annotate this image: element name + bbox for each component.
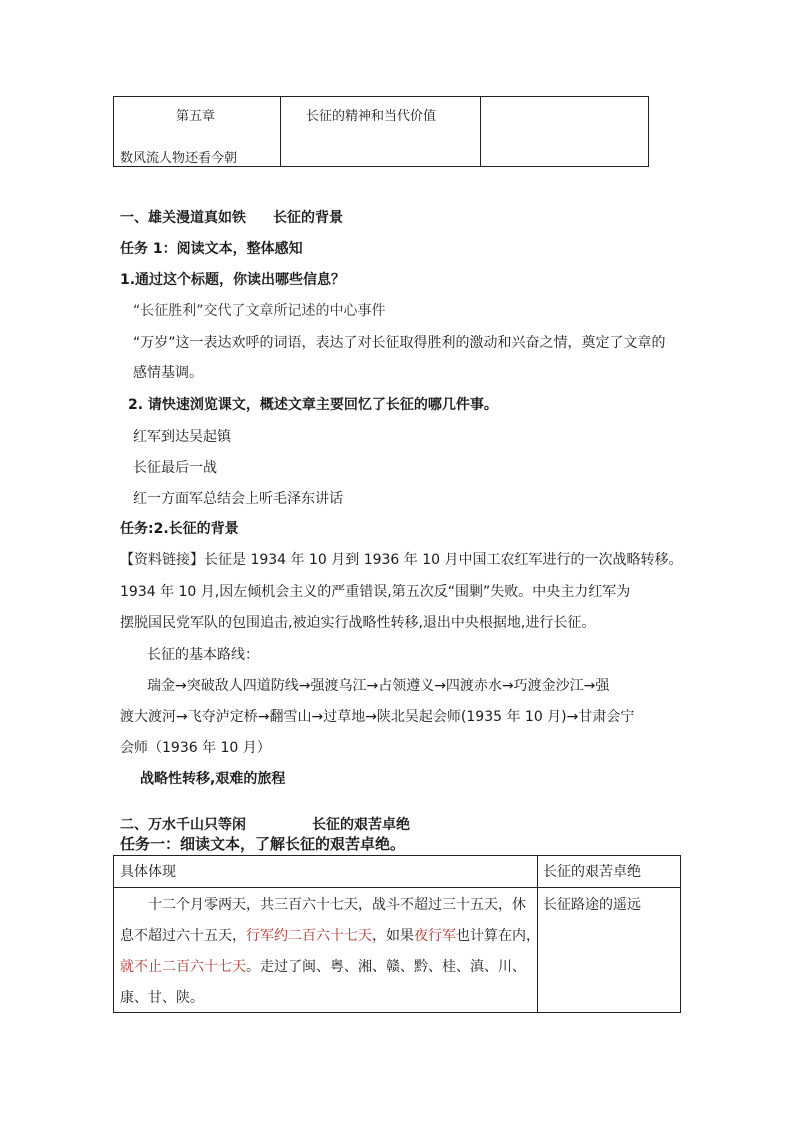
table-cell-line: 十二个月零两天，共三百六十七天，战斗不超过三十五天，休 (148, 897, 526, 913)
table-cell-line (120, 960, 526, 974)
chapter-title: 数风流人物还看今朝 (120, 151, 238, 166)
summary-text: 战略性转移,艰难的旅程 (140, 771, 286, 787)
event-item: 红军到达吴起镇 (133, 429, 231, 445)
chapter-number: 第五章 (176, 109, 216, 124)
resource-link-line2: 1934 年 10 月,因左倾机会主义的严重错误,第五次反“围剿”失败。中央主力红军为 (120, 584, 631, 600)
answer-1-line2: “万岁”这一表达欢呼的词语，表达了对长征取得胜利的激动和兴奋之情，奠定了文章的 (133, 335, 666, 351)
section2-task: 任务一：细读文本，了解长征的艰苦卓绝。 (120, 835, 406, 853)
task1-heading: 任务 1：阅读文本，整体感知 (120, 241, 303, 257)
cell-text: 也计算在内， (456, 928, 540, 944)
column-header: 长征的艰苦卓绝 (543, 864, 641, 880)
route-line1: 瑞金→突破敌人四道防线→强渡乌江→占领遵义→四渡赤水→巧渡金沙江→强 (147, 678, 610, 694)
header-table (113, 96, 649, 167)
section2-heading-b: 长征的艰苦卓绝 (312, 817, 410, 833)
cell-text: 息不超过六十五天， (120, 928, 246, 944)
resource-link-line3: 摆脱国民党军队的包围追击,被迫实行战略性转移,退出中央根据地,进行长征。 (120, 615, 596, 631)
highlighted-text: 就不止二百六十七天 (120, 959, 246, 975)
answer-1-line1: “长征胜利”交代了文章所记述的中心事件 (133, 303, 386, 319)
table-cell: 长征路途的遥远 (543, 897, 641, 913)
event-item: 长征最后一战 (133, 460, 217, 476)
table-divider (280, 97, 281, 166)
route-title: 长征的基本路线： (147, 647, 259, 663)
cell-text: ，如果 (372, 928, 414, 944)
lesson-title: 长征的精神和当代价值 (306, 109, 437, 124)
section1-heading-a: 一、雄关漫道真如铁 (120, 210, 246, 226)
question-1: 1.通过这个标题，你读出哪些信息？ (120, 272, 346, 288)
highlighted-text: 行军约二百六十七天 (246, 928, 372, 944)
column-header: 具体体现 (120, 864, 176, 880)
section2-heading-a: 二、万水千山只等闲 (120, 817, 246, 833)
event-item: 红一方面军总结会上听毛泽东讲话 (133, 491, 343, 507)
table-cell-line (120, 929, 540, 943)
cell-text: 。走过了闽、粤、湘、赣、黔、桂、滇、川、 (246, 959, 526, 975)
hardship-table (113, 855, 681, 1013)
route-line2: 渡大渡河→飞夺泸定桥→翻雪山→过草地→陕北吴起会师(1935 年 10 月)→甘肃会宁 (120, 709, 635, 725)
route-line3: 会师（1936 年 10 月） (120, 740, 271, 756)
table-divider (114, 887, 680, 888)
section1-heading-b: 长征的背景 (273, 210, 343, 226)
table-divider (480, 97, 481, 166)
task2-heading: 任务:2.长征的背景 (120, 521, 239, 537)
resource-link-line1: 【资料链接】长征是 1934 年 10 月到 1936 年 10 月中国工农红军进行的一次战略转移。 (120, 552, 683, 568)
table-cell-line: 康、甘、陕。 (120, 990, 204, 1006)
highlighted-text: 夜行军 (414, 928, 456, 944)
question-2: 2. 请快速浏览课文，概述文章主要回忆了长征的哪几件事。 (128, 397, 498, 413)
answer-1-line3: 感情基调。 (133, 365, 203, 381)
